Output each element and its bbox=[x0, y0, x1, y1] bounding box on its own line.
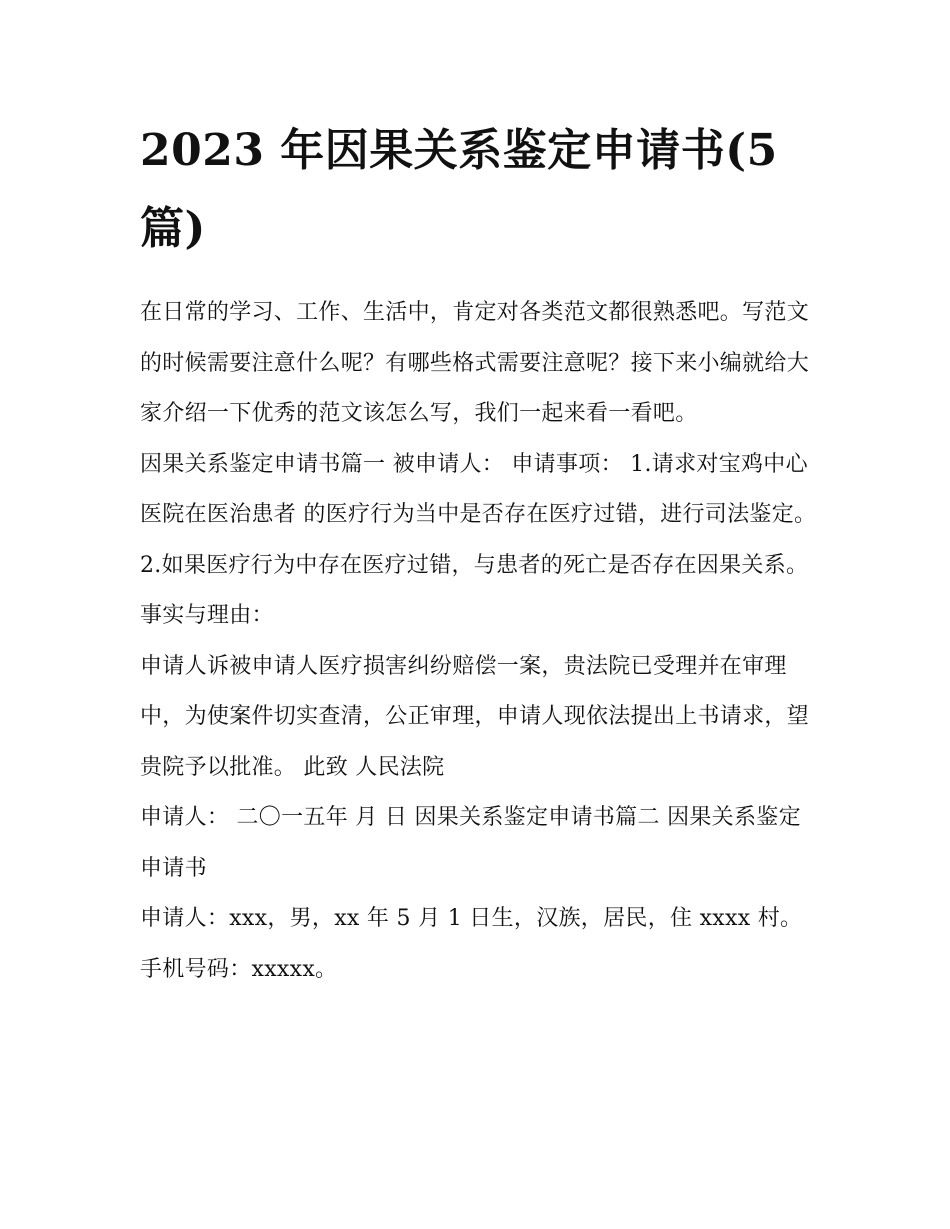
paragraph-applicant-info: 申请人：xxx，男，xx 年 5 月 1 日生，汉族，居民，住 xxxx 村。手机号码：xxxxx。 bbox=[140, 906, 803, 982]
paragraph-facts-reasons: 申请人诉被申请人医疗损害纠纷赔偿一案，贵法院已受理并在审理中，为使案件切实查清，公正审理，申请人现依法提出上书请求，望贵院予以批准。 此致 人民法院 bbox=[140, 653, 810, 780]
paragraph-applicant-date: 申请人： 二〇一五年 月 日 因果关系鉴定申请书篇二 因果关系鉴定申请书 bbox=[140, 805, 801, 881]
paragraph-item-two: 2.如果医疗行为中存在医疗过错，与患者的死亡是否存在因果关系。 事实与理由： bbox=[140, 552, 809, 628]
paragraph-application-one: 因果关系鉴定申请书篇一 被申请人： 申请事项： 1.请求对宝鸡中心医院在医治患者 的医疗行为当中是否存在医疗过错，进行司法鉴定。 bbox=[140, 451, 817, 527]
document-page bbox=[140, 112, 820, 995]
intro-paragraph: 在日常的学习、工作、生活中，肯定对各类范文都很熟悉吧。写范文的时候需要注意什么呢？有哪些格式需要注意呢？接下来小编就给大家介绍一下优秀的范文该怎么写，我们一起来看一看吧。 bbox=[140, 300, 810, 426]
document-title: 2023 年因果关系鉴定申请书(5篇) bbox=[140, 125, 778, 254]
